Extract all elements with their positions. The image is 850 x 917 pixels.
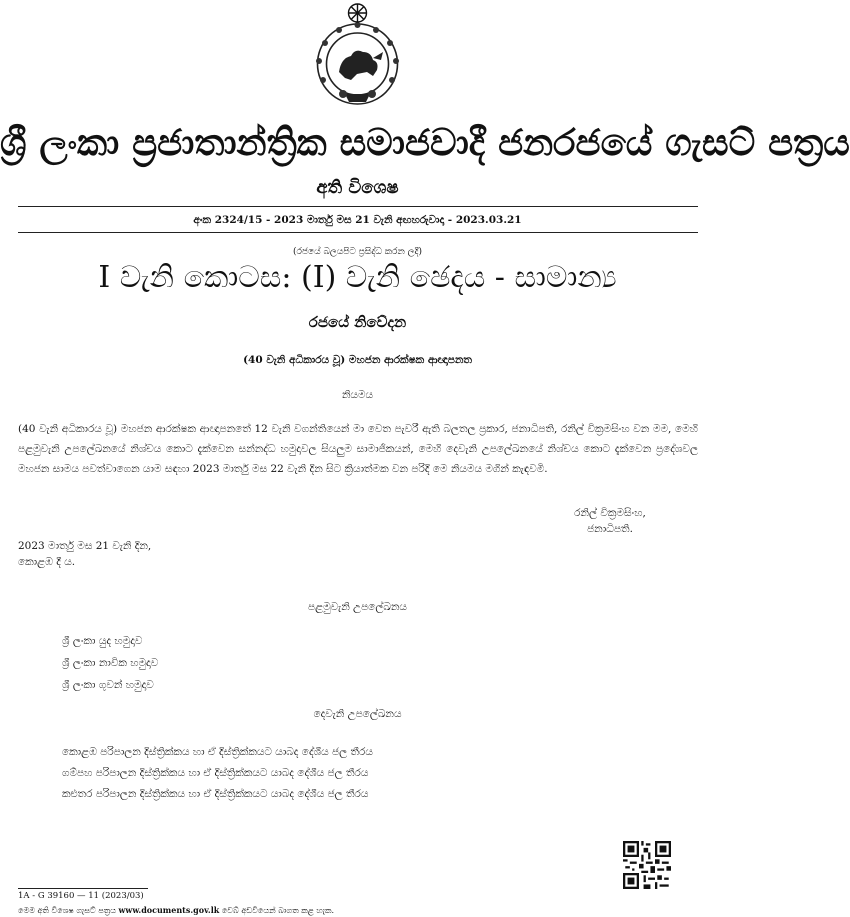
schedule1-heading: පළමුවැනි උපලේඛනය <box>308 601 407 613</box>
part-title: I වැනි කොටස: (I) වැනි ඡෙදය - සාමාන්‍ය <box>98 260 617 295</box>
section-title: රජයේ නිවේදන <box>308 313 407 331</box>
signer-title: ජනාධිපති. <box>587 523 633 535</box>
list-item: ශ්‍රී ලංකා ගුවන් හමුදාව <box>62 679 154 691</box>
header-rule-top <box>18 206 698 207</box>
footer-rule <box>18 888 148 889</box>
issue-line: අංක 2324/15 - 2023 මාර්තු මස 21 වැනි අඟහරුවාදා - 2023.03.21 <box>193 214 522 226</box>
national-emblem-icon <box>301 2 414 110</box>
footer-code: 1A - G 39160 — 11 (2023/03) <box>18 891 144 901</box>
signing-place: කොළඹ දී ය. <box>18 556 76 568</box>
footer-note-before: මෙම අති විශෙෂ ගැසට් පත්‍රය <box>18 906 119 915</box>
signer-name: රනිල් වික්‍රමසිංහ, <box>574 507 646 519</box>
signature-block <box>540 505 680 537</box>
list-item: කොළඹ පරිපාලන දිස්ත්‍රික්කය හා ඒ දිස්ත්‍රික්කයට යාබද දේශීය ජල තීරය <box>62 746 373 758</box>
footer-note <box>18 905 334 916</box>
gazette-subtitle: අති විශෙෂ <box>316 177 399 198</box>
list-item: ශ්‍රී ලංකා යුද හමුදාව <box>62 635 143 647</box>
signing-date: 2023 මාර්තු මස 21 වැනි දින, <box>18 540 152 552</box>
schedule2-list <box>62 742 373 805</box>
schedule2-heading: දෙවැනි උපලේඛනය <box>313 708 402 720</box>
authority-line: (රජයේ බලයපිට ප්‍රසිද්ධ කරන ලදී) <box>292 247 423 257</box>
act-title: (40 වැනි අධිකාරය වූ) මහජන ආරක්ෂක ආඥාපනත <box>243 354 472 366</box>
header-rule-bottom <box>18 232 698 233</box>
schedule1-list <box>62 630 158 696</box>
footer-url-link[interactable]: www.documents.gov.lk <box>118 905 220 915</box>
order-body-text: (40 වැනි අධිකාරය වූ) මහජන ආරක්ෂක ආඥාපනතේ 12 වැනි වගන්තියෙන් මා වෙත පැවරී ඇති බලතල ප්‍රකාර, ජනාධිපති, රනිල් වික්‍රමසිංහ වන මම, මෙහි පළමුවැනි උපලේඛනයේ නිශ්චය කොට දැක්වෙන සන්නද්ධ හමුදාවල සියලුම සාමාජිකයන්, මෙහි දෙවැනි උපලේඛනයේ නිශ්චය කොට දැක්වෙන ප්‍රදේශවල මහජන සාමය පවත්වාගෙන යාම සඳහා 2023 මාර්තු මස 22 වැනි දින සිට ක්‍රියාත්මක වන පරිදි මෙ නියමය මගින් කැඳවමි. <box>18 423 698 475</box>
list-item: ශ්‍රී ලංකා නාවික හමුදාව <box>62 657 159 669</box>
qr-code-icon <box>623 841 671 889</box>
list-item: ගම්පහ පරිපාලන දිස්ත්‍රික්කය හා ඒ දිස්ත්‍රික්කයට යාබද දේශීය ජල තීරය <box>62 767 369 779</box>
date-place-block <box>18 538 318 570</box>
gazette-title: ශ්‍රී ලංකා ප්‍රජාතාන්ත්‍රික සමාජවාදී ජනරජයේ ගැසට් පත්‍රය <box>0 120 850 164</box>
footer-note-after: වෙබ් අඩවියෙන් බාගත කළ හැක. <box>219 906 334 915</box>
list-item: කළුතර පරිපාලන දිස්ත්‍රික්කය හා ඒ දිස්ත්‍රික්කයට යාබද දේශීය ජල තීරය <box>62 788 369 800</box>
order-heading: නියමය <box>341 389 374 401</box>
